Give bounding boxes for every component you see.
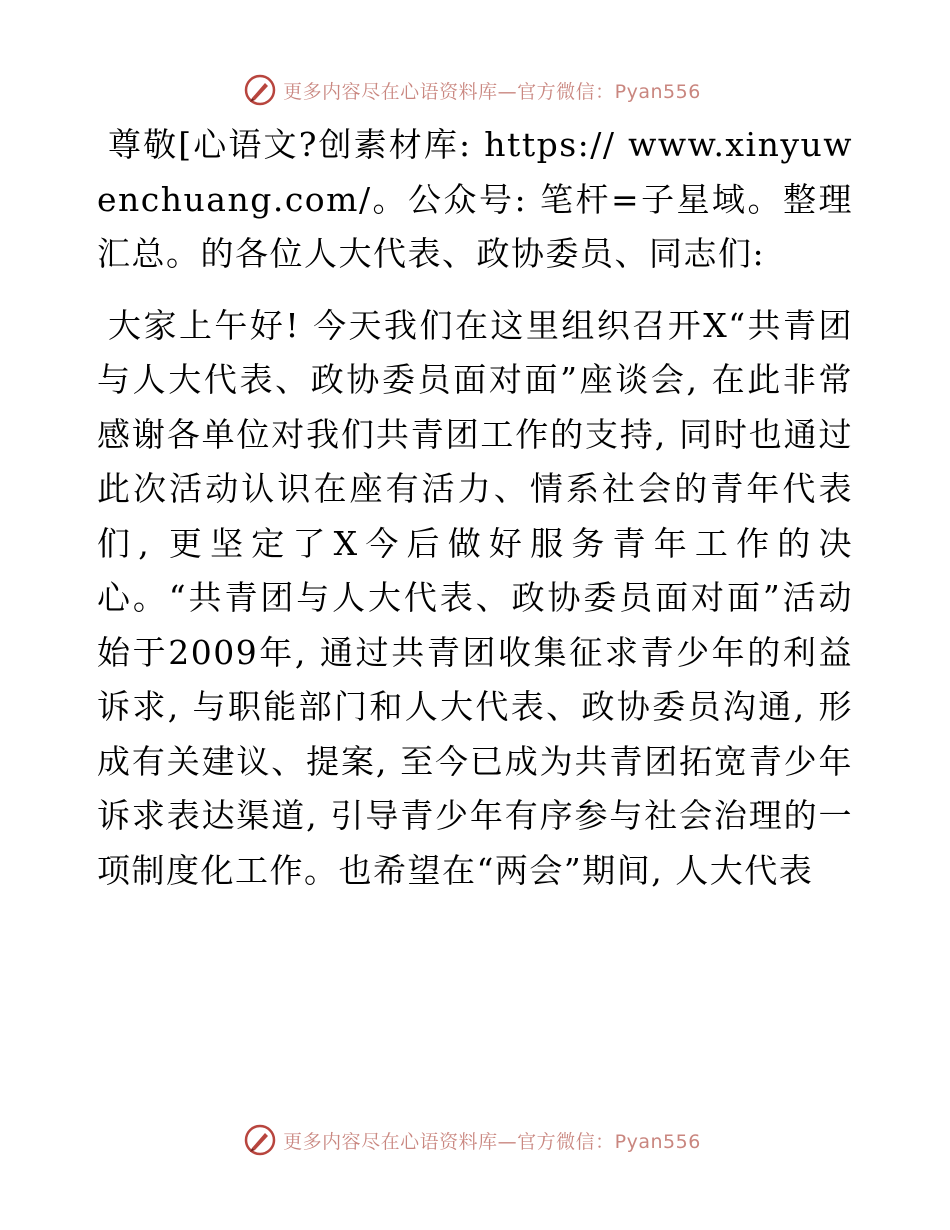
watermark-text: 更多内容尽在心语资料库—官方微信：Pyan556: [283, 1130, 701, 1153]
footer-watermark: [0, 1120, 950, 1160]
pen-logo-icon: [243, 73, 277, 107]
watermark-group: [243, 73, 701, 107]
watermark-group: [243, 1123, 701, 1157]
header-watermark: [0, 70, 950, 110]
watermark-text: 更多内容尽在心语资料库—官方微信：Pyan556: [283, 80, 701, 103]
paragraph-body: 大家上午好! 今天我们在这里组织召开X“共青团与人大代表、政协委员面对面”座谈会, 在此非常感谢各单位对我们共青团工作的支持, 同时也通过此次活动认识在座有活力、情系社会的青年代表们, 更坚定了X今后做好服务青年工作的决心。“共青团与人大代表、政协委员面对面”活动始于2009年, 通过共青团收集征求青少年的利益诉求, 与职能部门和人大代表、政协委员沟通, 形成有关建议、提案, 至今已成为共青团拓宽青少年诉求表达渠道, 引导青少年有序参与社会治理的一项制度化工作。也希望在“两会”期间, 人大代表: [97, 305, 853, 890]
pen-logo-icon: [243, 1123, 277, 1157]
document-body: [97, 118, 853, 898]
paragraph-salutation: 尊敬[心语文?创素材库: https:// www.xinyuwenchuang.com/。公众号: 笔杆=子星域。整理汇总。的各位人大代表、政协委员、同志们:: [97, 125, 853, 273]
